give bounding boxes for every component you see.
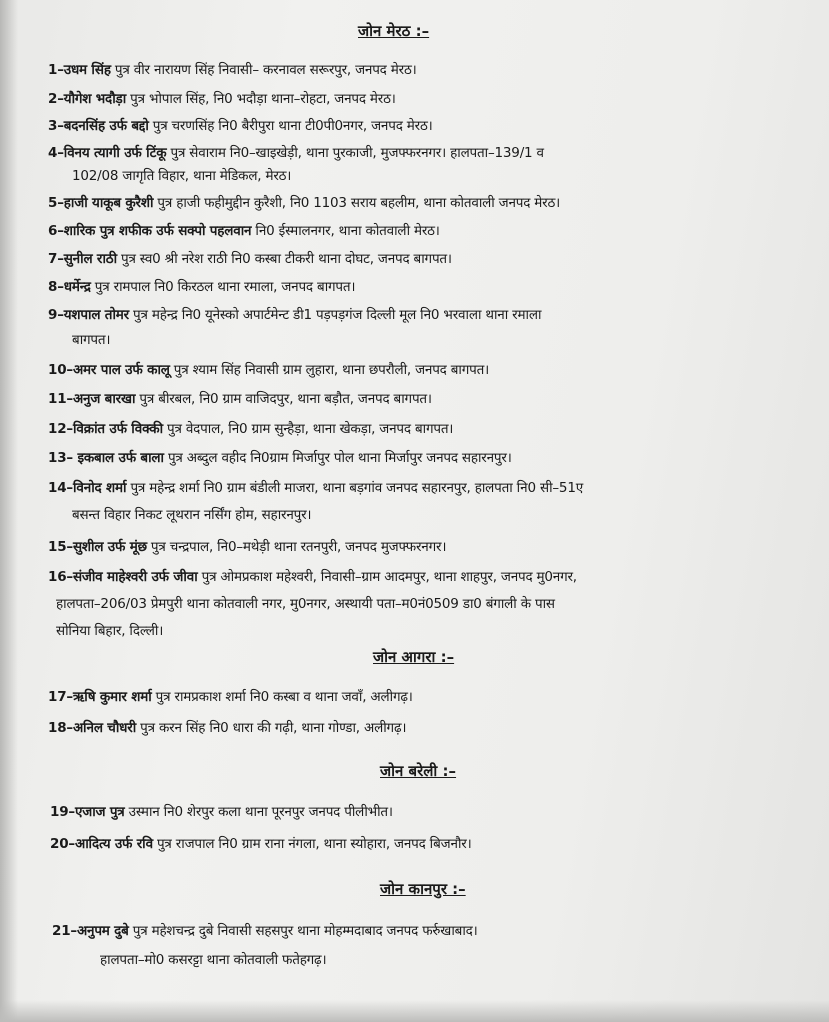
entry-15 [48, 537, 446, 555]
entry-name: शारिक पुत्र शफीक उर्फ सक्पो पहलवान [63, 223, 252, 239]
entry-name: धर्मेन्द्र [63, 279, 91, 295]
entry-name: आदित्य उर्फ रवि [74, 836, 153, 852]
entry-21-continuation: हालपता–मो0 कसरट्टा थाना कोतवाली फतेहगढ़। [100, 952, 327, 968]
entry-number: 4– [48, 145, 64, 161]
entry-details: पुत्र करन सिंह नि0 धारा की गढ़ी, थाना गोण्डा, अलीगढ़। [136, 720, 407, 736]
entry-name: अनुज बारखा [72, 391, 136, 407]
entry-name: उधम सिंह [63, 62, 111, 78]
page-shadow-bottom [0, 1000, 829, 1022]
entry-details: पुत्र रामपाल नि0 किरठल थाना रमाला, जनपद बागपत। [90, 279, 356, 295]
entry-name: इकबाल उर्फ बाला [77, 450, 164, 466]
entry-name: सुशील उर्फ मूंछ [72, 539, 147, 555]
entry-13 [48, 448, 512, 466]
entry-number: 12– [48, 421, 73, 437]
entry-name: ऋषि कुमार शर्मा [72, 689, 152, 705]
entry-2 [48, 89, 396, 107]
entry-4-continuation: 102/08 जागृति विहार, थाना मेडिकल, मेरठ। [72, 168, 292, 184]
entry-9-continuation: बागपत। [72, 332, 111, 348]
entry-number: 13– [48, 450, 78, 466]
zone-heading-meerut: जोन मेरठ :– [358, 22, 430, 40]
entry-14-continuation: बसन्त विहार निकट लूथरान नर्सिंग होम, सहारनपुर। [72, 507, 312, 523]
entry-name: विनय त्यागी उर्फ टिंकू [63, 145, 167, 161]
entry-7 [48, 249, 452, 267]
entry-details: पुत्र ओमप्रकाश महेश्वरी, निवासी–ग्राम आदमपुर, थाना शाहपुर, जनपद मु0नगर, [197, 569, 577, 585]
entry-number: 6– [48, 223, 64, 239]
entry-details: पुत्र स्व0 श्री नरेश राठी नि0 कस्बा टीकरी थाना दोघट, जनपद बागपत। [116, 251, 452, 267]
entry-number: 17– [48, 689, 73, 705]
entry-name: अमर पाल उर्फ कालू [72, 362, 170, 378]
entry-details: पुत्र वीर नारायण सिंह निवासी– करनावल सरूरपुर, जनपद मेरठ। [110, 62, 417, 78]
entry-details: पुत्र भोपाल सिंह, नि0 भदौड़ा थाना–रोहटा, जनपद मेरठ। [126, 91, 396, 107]
entry-details: पुत्र चन्द्रपाल, नि0–मथेड़ी थाना रतनपुरी, जनपद मुजफ्फरनगर। [146, 539, 447, 555]
entry-number: 7– [48, 251, 64, 267]
zone-heading-kanpur: जोन कानपुर :– [380, 880, 466, 898]
entry-name: अनुपम दुबे [76, 923, 129, 939]
entry-14 [48, 478, 583, 496]
page-shadow-left [0, 0, 18, 1022]
entry-11 [48, 389, 432, 407]
entry-details: पुत्र श्याम सिंह निवासी ग्राम लुहारा, थाना छपरौली, जनपद बागपत। [169, 362, 490, 378]
entry-number: 15– [48, 539, 73, 555]
entry-16-continuation: हालपता–206/03 प्रेमपुरी थाना कोतवाली नगर, मु0नगर, अस्थायी पता–म0नं0509 डा0 बंगाली के पास [56, 596, 555, 612]
entry-18 [48, 718, 406, 736]
entry-details: नि0 ईस्मालनगर, थाना कोतवाली मेरठ। [251, 223, 440, 239]
zone-heading-agra: जोन आगरा :– [373, 648, 455, 666]
entry-number: 19– [50, 804, 75, 820]
entry-name: एजाज पुत्र [74, 804, 125, 820]
entry-details: पुत्र चरणसिंह नि0 बैरीपुरा थाना टी0पी0नगर, जनपद मेरठ। [148, 118, 433, 134]
entry-details: पुत्र राजपाल नि0 ग्राम राना नंगला, थाना स्योहारा, जनपद बिजनौर। [152, 836, 472, 852]
zone-heading-bareilly: जोन बरेली :– [380, 762, 457, 780]
entry-number: 2– [48, 91, 64, 107]
entry-name: यशपाल तोमर [63, 307, 129, 323]
entry-21 [52, 921, 478, 939]
entry-number: 3– [48, 118, 64, 134]
entry-details: उस्मान नि0 शेरपुर कला थाना पूरनपुर जनपद पीलीभीत। [124, 804, 393, 820]
entry-details: पुत्र महेन्द्र नि0 यूनेस्को अपार्टमेन्ट डी1 पड़पड़गंज दिल्ली मूल नि0 भरवाला थाना रमाला [128, 307, 542, 323]
entry-name: अनिल चौधरी [72, 720, 137, 736]
entry-6 [48, 221, 440, 239]
entry-details: पुत्र अब्दुल वहीद नि0ग्राम मिर्जापुर पोल थाना मिर्जापुर जनपद सहारनपुर। [163, 450, 512, 466]
entry-number: 21– [52, 923, 77, 939]
entry-17 [48, 687, 413, 705]
entry-details: पुत्र महेशचन्द्र दुबे निवासी सहसपुर थाना मोहम्मदाबाद जनपद फर्रुखाबाद। [128, 923, 478, 939]
entry-number: 14– [48, 480, 73, 496]
entry-details: पुत्र सेवाराम नि0–खाइखेड़ी, थाना पुरकाजी, मुजफ्फरनगर। हालपता–139/1 व [166, 145, 544, 161]
entry-name: संजीव माहेश्वरी उर्फ जीवा [72, 569, 198, 585]
entry-name: यौगेश भदौड़ा [63, 91, 127, 107]
entry-name: बदनसिंह उर्फ बद्दो [63, 118, 149, 134]
entry-16-continuation-2: सोनिया बिहार, दिल्ली। [56, 623, 164, 639]
entry-number: 9– [48, 307, 64, 323]
entry-name: विक्रांत उर्फ विक्की [72, 421, 163, 437]
entry-19 [50, 802, 393, 820]
entry-name: सुनील राठी [63, 251, 117, 267]
entry-10 [48, 360, 489, 378]
entry-details: पुत्र हाजी फहीमुद्दीन कुरैशी, नि0 1103 सराय बहलीम, थाना कोतवाली जनपद मेरठ। [153, 195, 561, 211]
entry-name: विनोद शर्मा [72, 480, 127, 496]
entry-number: 8– [48, 279, 64, 295]
entry-5 [48, 193, 560, 211]
entry-details: पुत्र वेदपाल, नि0 ग्राम सुन्हैड़ा, थाना खेकड़ा, जनपद बागपत। [162, 421, 454, 437]
entry-4 [48, 143, 544, 161]
entry-number: 20– [50, 836, 75, 852]
entry-name: हाजी याकूब कुरैशी [63, 195, 154, 211]
entry-details: पुत्र रामप्रकाश शर्मा नि0 कस्बा व थाना जवाँ, अलीगढ़। [151, 689, 413, 705]
entry-12 [48, 419, 453, 437]
entry-number: 1– [48, 62, 64, 78]
entry-number: 11– [48, 391, 73, 407]
entry-details: पुत्र बीरबल, नि0 ग्राम वाजिदपुर, थाना बड़ौत, जनपद बागपत। [135, 391, 432, 407]
entry-16 [48, 567, 577, 585]
entry-8 [48, 277, 355, 295]
entry-number: 10– [48, 362, 73, 378]
entry-3 [48, 116, 433, 134]
entry-details: पुत्र महेन्द्र शर्मा नि0 ग्राम बंडीली माजरा, थाना बड़गांव जनपद सहारनपुर, हालपता नि0 सी–51ए [126, 480, 583, 496]
entry-1 [48, 60, 417, 78]
entry-number: 18– [48, 720, 73, 736]
entry-number: 5– [48, 195, 64, 211]
entry-9 [48, 305, 541, 323]
entry-20 [50, 834, 472, 852]
entry-number: 16– [48, 569, 73, 585]
